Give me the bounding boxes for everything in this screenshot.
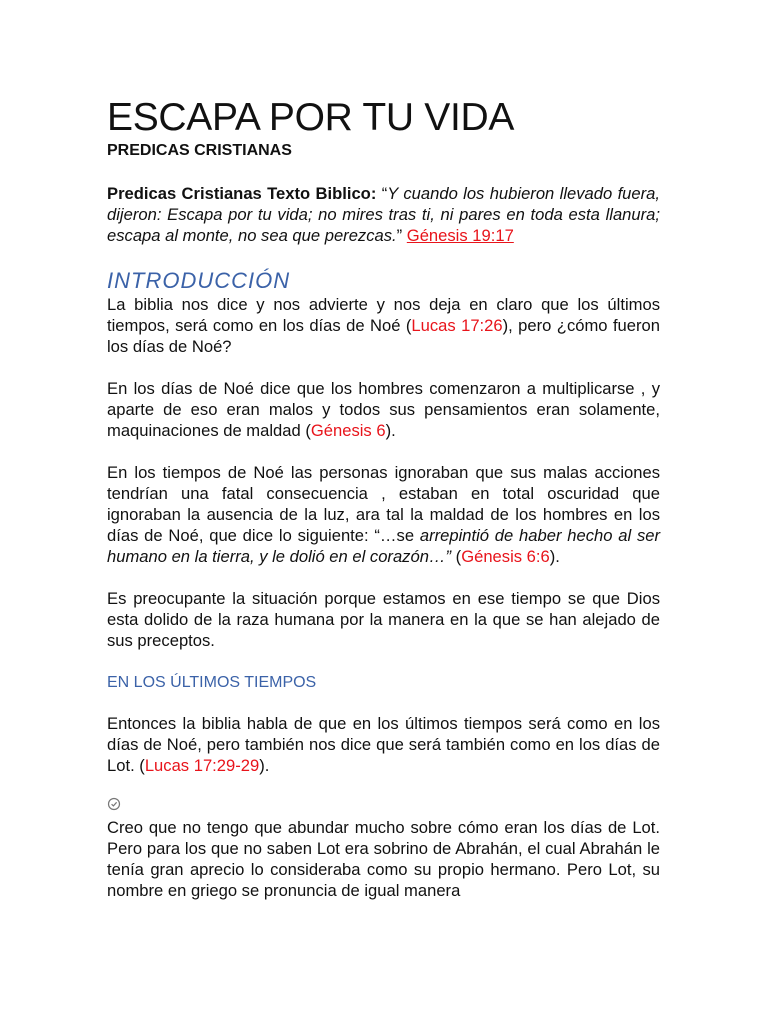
paragraph-1-text-b: ), pero ¿cómo fueron los días de Noé?	[107, 316, 660, 356]
paragraph-5-reference: Lucas 17:29-29	[144, 756, 260, 775]
paragraph-2-text-a: En los días de Noé dice que los hombres comenzaron a multiplicarse , y aparte de eso eran malos y todos sus pensamientos eran solamente, maquinaciones de maldad (	[107, 379, 660, 440]
paragraph-2	[107, 378, 660, 441]
paragraph-5-text-b: ).	[259, 756, 270, 775]
section-heading-introduccion: INTRODUCCIÓN	[107, 268, 291, 293]
paragraph-5-text-a: Entonces la biblia habla de que en los últimos tiempos será como en los días de Noé, pero también nos dice que será también como en los días de Lot. (	[107, 714, 660, 775]
paragraph-5	[107, 713, 660, 776]
paragraph-1	[107, 294, 660, 357]
document-title: ESCAPA POR TU VIDA	[107, 96, 515, 139]
paragraph-2-text-b: ).	[385, 421, 396, 440]
intro-close-quote: ”	[396, 226, 407, 245]
paragraph-6: Creo que no tengo que abundar mucho sobre cómo eran los días de Lot. Pero para los que no saben Lot era sobrino de Abrahán, el cual Abrahán le tenía gran aprecio lo consideraba como su propio hermano. Pero Lot, su nombre en griego se pronuncia de igual manera	[107, 818, 660, 900]
intro-paragraph	[107, 183, 660, 246]
document-subtitle: PREDICAS CRISTIANAS	[107, 142, 292, 159]
intro-label: Predicas Cristianas Texto Biblico:	[107, 184, 377, 203]
paragraph-3-text-c: ).	[549, 547, 560, 566]
paragraph-2-reference: Génesis 6	[310, 421, 386, 440]
paragraph-1-reference: Lucas 17:26	[411, 316, 503, 335]
paragraph-4: Es preocupante la situación porque estamos en ese tiempo se que Dios esta dolido de la raza humana por la manera en la que se han alejado de sus preceptos.	[107, 589, 660, 650]
document-content	[107, 96, 660, 901]
intro-open-quote: “	[376, 184, 388, 203]
paragraph-3-reference: Génesis 6:6	[461, 547, 550, 566]
circle-check-icon	[107, 797, 125, 815]
paragraph-3-verse: arrepintió de haber hecho al ser humano en la tierra, y le dolió en el corazón…”	[107, 526, 660, 566]
section-heading-ultimos-tiempos: EN LOS ÚLTIMOS TIEMPOS	[107, 674, 317, 691]
paragraph-3	[107, 462, 660, 567]
intro-reference-link[interactable]: Génesis 19:17	[406, 226, 514, 245]
paragraph-3-text-b: (	[451, 547, 462, 566]
paragraph-1-text-a: La biblia nos dice y nos advierte y nos deja en claro que los últimos tiempos, será como en los días de Noé (	[107, 295, 660, 335]
intro-verse: Y cuando los hubieron llevado fuera, dijeron: Escapa por tu vida; no mires tras ti, ni pares en toda esta llanura; escapa al monte, no sea que perezcas.	[107, 184, 661, 245]
paragraph-3-text-a: En los tiempos de Noé las personas ignoraban que sus malas acciones tendrían una fatal consecuencia , estaban en total oscuridad que ignoraban la ausencia de la luz, ara tal la maldad de los hombres en los días de Noé, que dice lo siguiente: “…se	[107, 463, 660, 545]
